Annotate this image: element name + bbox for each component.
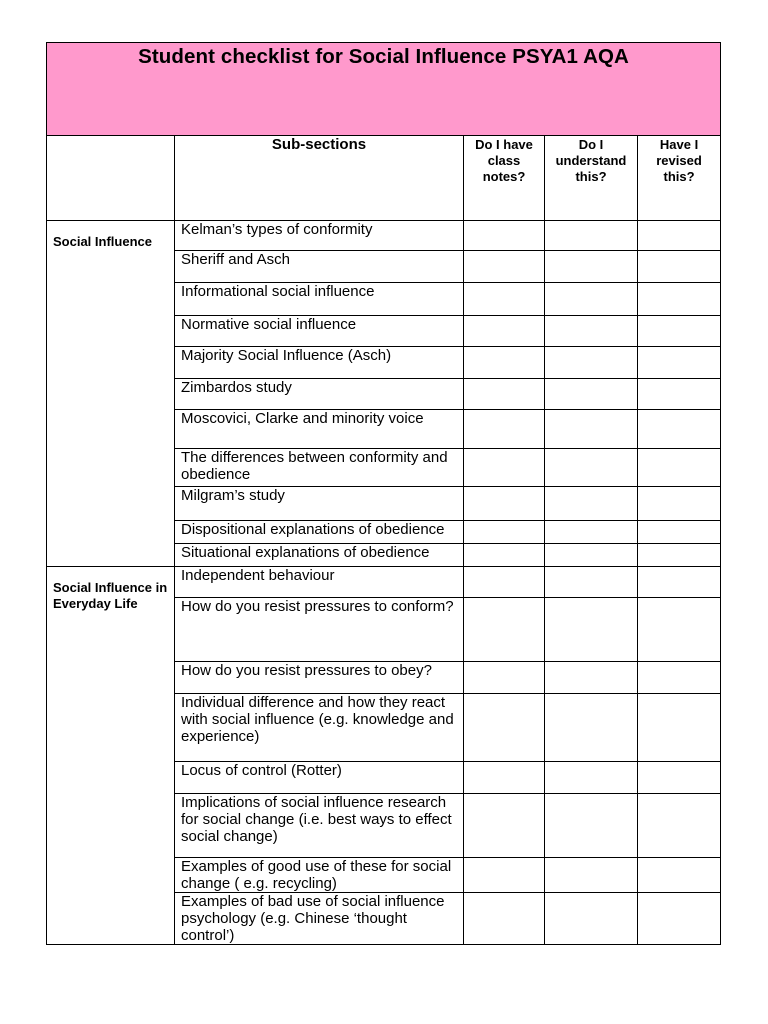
subsection-item: The differences between conformity and obedience — [175, 449, 464, 487]
checkbox-revised[interactable] — [638, 762, 721, 794]
subsection-item: Implications of social influence research for social change (i.e. best ways to effect social change) — [175, 794, 464, 858]
checkbox-revised[interactable] — [638, 251, 721, 283]
header-revised-label: Have I revised this? — [656, 137, 702, 184]
checkbox-class-notes[interactable] — [464, 521, 545, 544]
checkbox-class-notes[interactable] — [464, 598, 545, 662]
checklist-row — [47, 221, 721, 251]
checklist-table — [46, 42, 721, 945]
header-class-notes-label: Do I have class notes? — [475, 137, 533, 184]
subsection-item: Locus of control (Rotter) — [175, 762, 464, 794]
checklist-row — [47, 567, 721, 598]
page-title: Student checklist for Social Influence PSYA1 AQA — [138, 45, 629, 68]
checkbox-class-notes[interactable] — [464, 221, 545, 251]
checkbox-understand[interactable] — [545, 449, 638, 487]
checkbox-understand[interactable] — [545, 858, 638, 893]
subsection-item: Zimbardos study — [175, 379, 464, 410]
section-label: Social Influence in Everyday Life — [53, 580, 168, 611]
subsection-item: Sheriff and Asch — [175, 251, 464, 283]
checkbox-understand[interactable] — [545, 347, 638, 379]
subsection-item: Milgram’s study — [175, 487, 464, 521]
header-revised — [638, 136, 721, 221]
checkbox-class-notes[interactable] — [464, 449, 545, 487]
checkbox-understand[interactable] — [545, 567, 638, 598]
checkbox-revised[interactable] — [638, 449, 721, 487]
checkbox-understand[interactable] — [545, 521, 638, 544]
title-row — [47, 43, 721, 136]
checkbox-class-notes[interactable] — [464, 487, 545, 521]
checkbox-class-notes[interactable] — [464, 893, 545, 945]
checkbox-revised[interactable] — [638, 347, 721, 379]
subsection-item: Moscovici, Clarke and minority voice — [175, 410, 464, 449]
checkbox-revised[interactable] — [638, 694, 721, 762]
checkbox-revised[interactable] — [638, 379, 721, 410]
checkbox-revised[interactable] — [638, 544, 721, 567]
checkbox-understand[interactable] — [545, 662, 638, 694]
subsection-item: Kelman’s types of conformity — [175, 221, 464, 251]
checkbox-revised[interactable] — [638, 598, 721, 662]
header-understand-label: Do I understand this? — [555, 137, 627, 184]
checkbox-revised[interactable] — [638, 316, 721, 347]
subsection-item: Dispositional explanations of obedience — [175, 521, 464, 544]
subsection-item: Examples of bad use of social influence psychology (e.g. Chinese ‘thought control’) — [175, 893, 464, 945]
checkbox-revised[interactable] — [638, 221, 721, 251]
checkbox-understand[interactable] — [545, 410, 638, 449]
checkbox-class-notes[interactable] — [464, 410, 545, 449]
checkbox-revised[interactable] — [638, 283, 721, 316]
checkbox-understand[interactable] — [545, 694, 638, 762]
checkbox-understand[interactable] — [545, 316, 638, 347]
checkbox-class-notes[interactable] — [464, 347, 545, 379]
subsection-item: Situational explanations of obedience — [175, 544, 464, 567]
checkbox-revised[interactable] — [638, 662, 721, 694]
subsection-item: Independent behaviour — [175, 567, 464, 598]
checkbox-class-notes[interactable] — [464, 794, 545, 858]
checkbox-class-notes[interactable] — [464, 379, 545, 410]
checkbox-class-notes[interactable] — [464, 567, 545, 598]
checkbox-revised[interactable] — [638, 794, 721, 858]
checkbox-class-notes[interactable] — [464, 544, 545, 567]
subsection-item: Examples of good use of these for social change ( e.g. recycling) — [175, 858, 464, 893]
checkbox-understand[interactable] — [545, 487, 638, 521]
header-subsections: Sub-sections — [175, 136, 464, 221]
section-label: Social Influence — [53, 234, 152, 249]
header-class-notes — [464, 136, 545, 221]
checkbox-understand[interactable] — [545, 794, 638, 858]
checkbox-understand[interactable] — [545, 379, 638, 410]
section-label-cell — [47, 221, 175, 567]
checkbox-understand[interactable] — [545, 598, 638, 662]
header-section-cell — [47, 136, 175, 221]
checkbox-understand[interactable] — [545, 283, 638, 316]
checkbox-class-notes[interactable] — [464, 694, 545, 762]
subsection-item: Majority Social Influence (Asch) — [175, 347, 464, 379]
checkbox-class-notes[interactable] — [464, 762, 545, 794]
title-banner — [47, 43, 721, 136]
subsection-item: Individual difference and how they react with social influence (e.g. knowledge and experience) — [175, 694, 464, 762]
subsection-item: Informational social influence — [175, 283, 464, 316]
checkbox-class-notes[interactable] — [464, 283, 545, 316]
subsection-item: Normative social influence — [175, 316, 464, 347]
checkbox-understand[interactable] — [545, 251, 638, 283]
checkbox-revised[interactable] — [638, 567, 721, 598]
checkbox-class-notes[interactable] — [464, 316, 545, 347]
checkbox-understand[interactable] — [545, 544, 638, 567]
header-row — [47, 136, 721, 221]
checkbox-revised[interactable] — [638, 858, 721, 893]
checkbox-class-notes[interactable] — [464, 251, 545, 283]
section-label-cell — [47, 567, 175, 945]
checkbox-class-notes[interactable] — [464, 662, 545, 694]
subsection-item: How do you resist pressures to obey? — [175, 662, 464, 694]
checkbox-understand[interactable] — [545, 893, 638, 945]
checkbox-class-notes[interactable] — [464, 858, 545, 893]
checkbox-revised[interactable] — [638, 893, 721, 945]
checkbox-revised[interactable] — [638, 487, 721, 521]
header-understand — [545, 136, 638, 221]
checkbox-understand[interactable] — [545, 221, 638, 251]
subsection-item: How do you resist pressures to conform? — [175, 598, 464, 662]
checkbox-understand[interactable] — [545, 762, 638, 794]
checkbox-revised[interactable] — [638, 521, 721, 544]
checkbox-revised[interactable] — [638, 410, 721, 449]
